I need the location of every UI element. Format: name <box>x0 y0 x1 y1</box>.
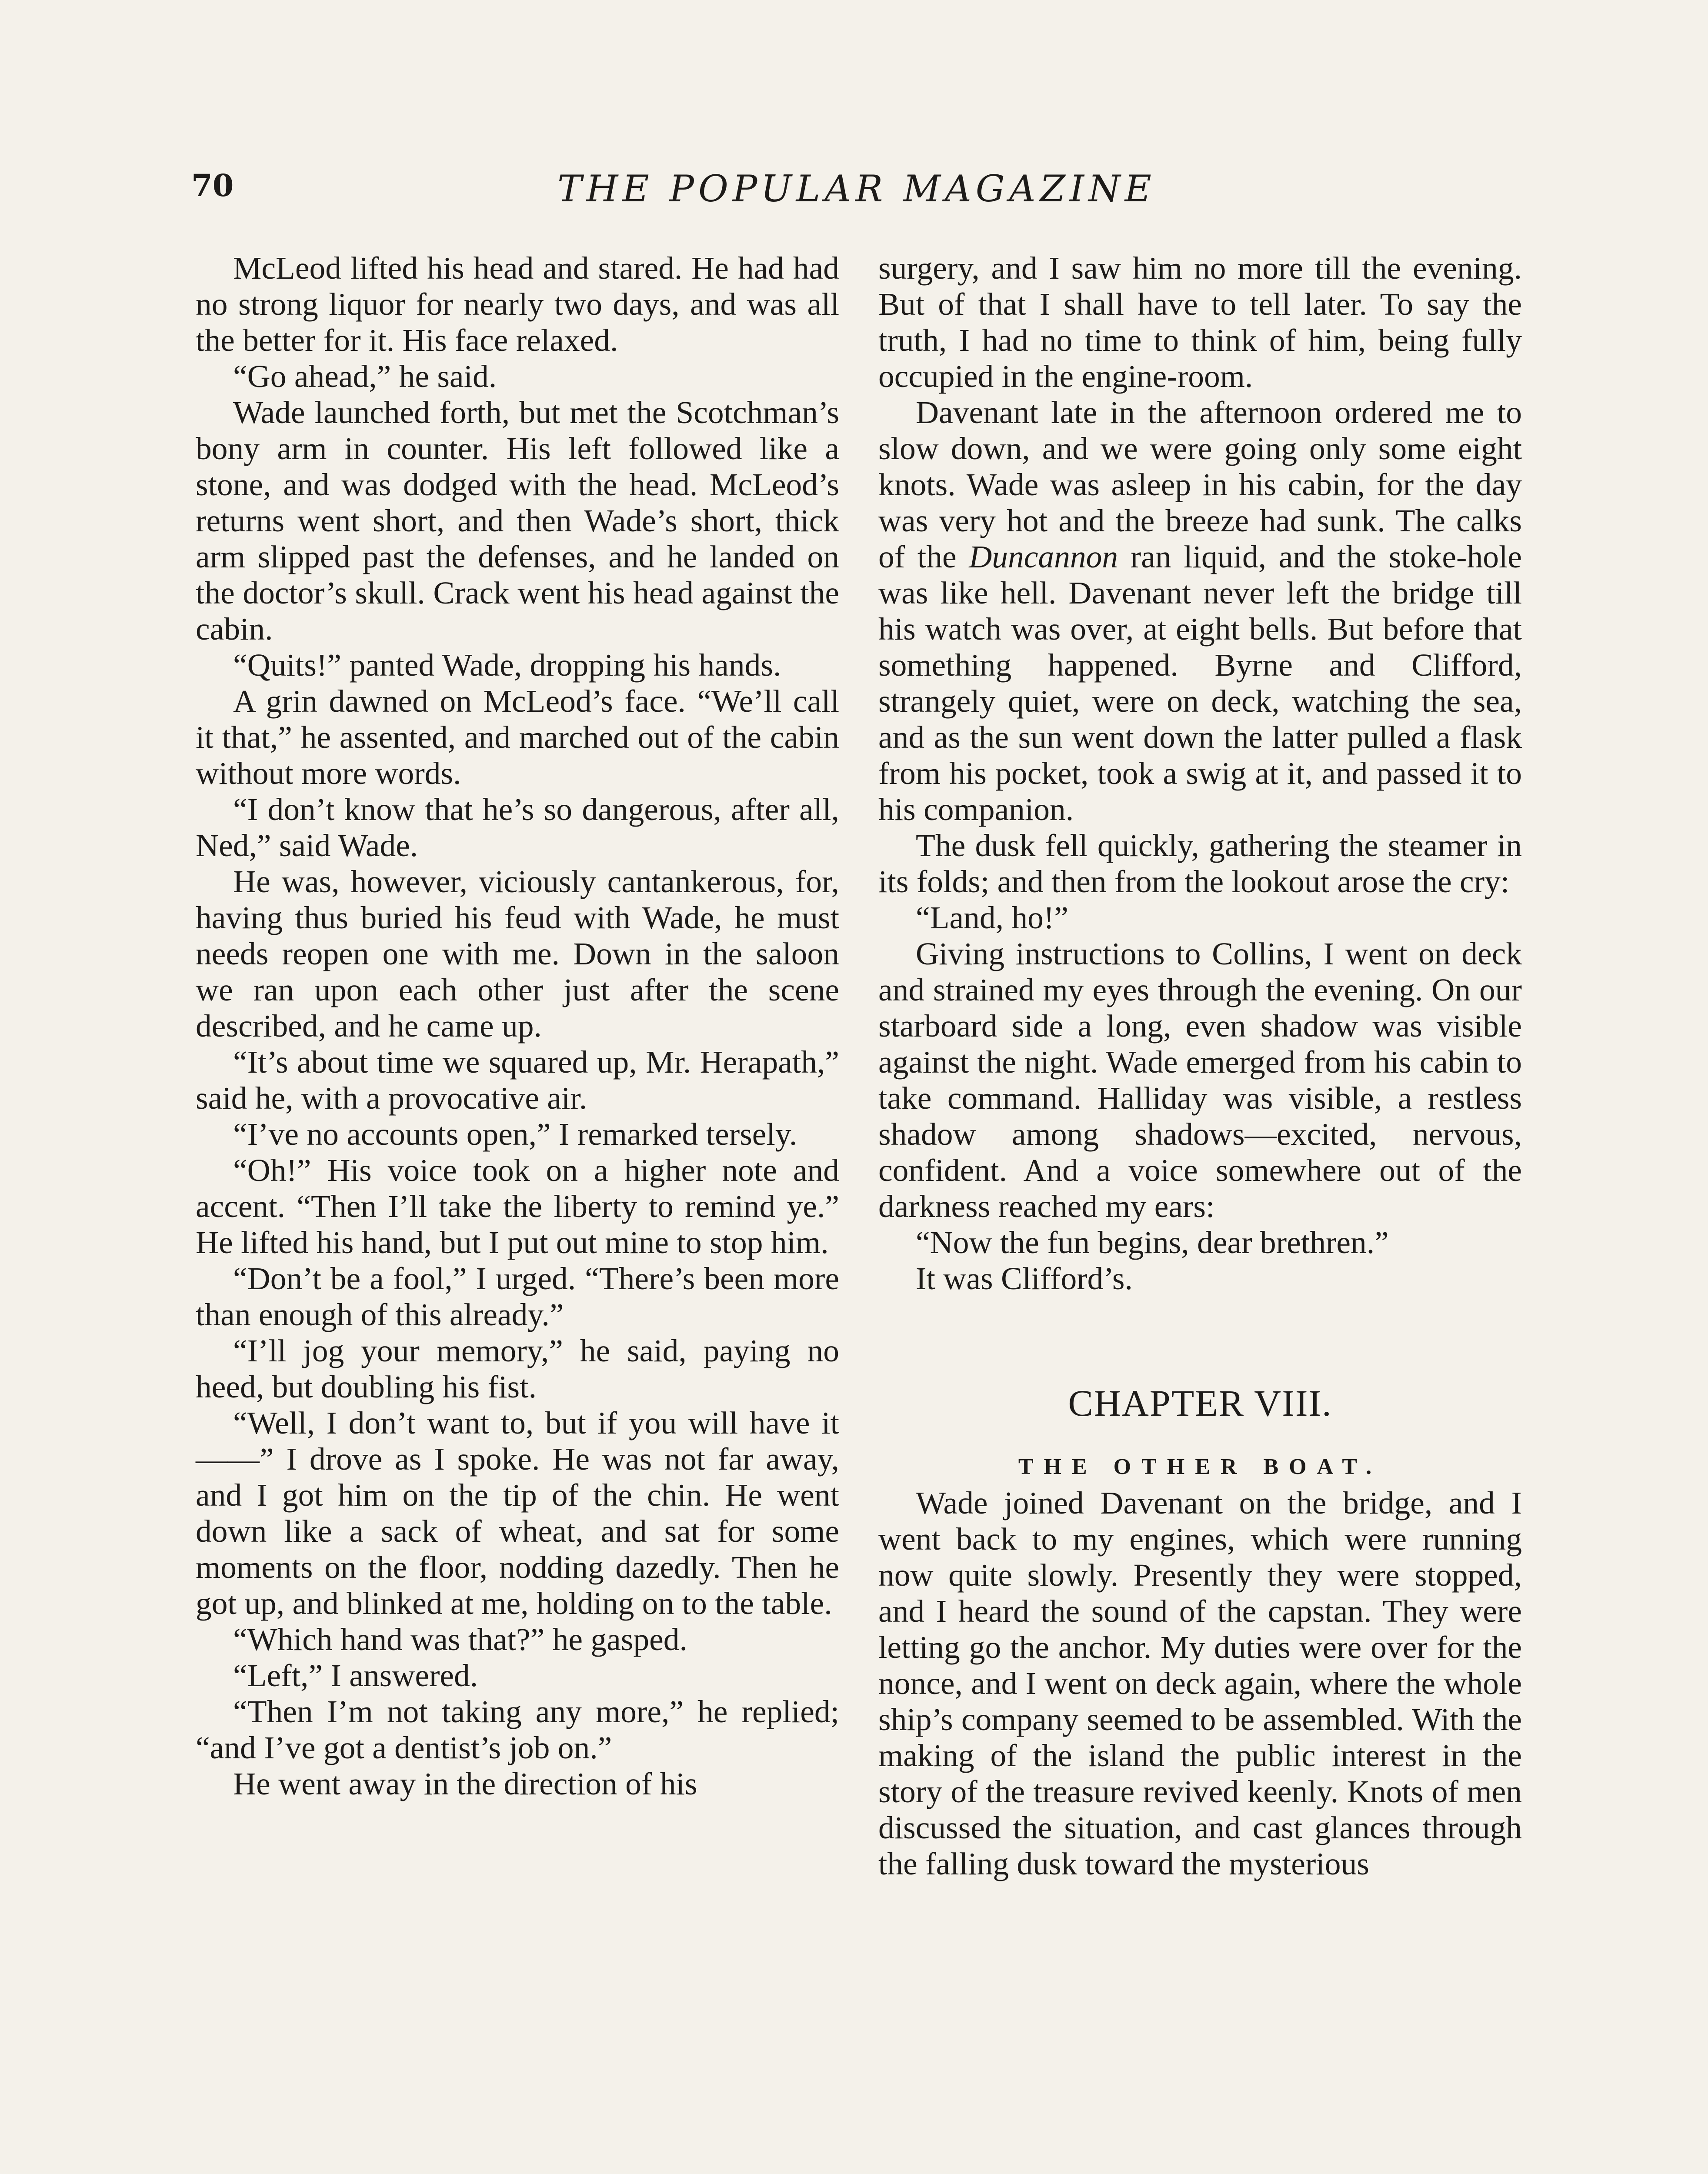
paragraph: He went away in the direction of his <box>233 1766 697 1801</box>
running-head <box>191 167 1522 220</box>
paragraph: Wade joined Davenant on the bridge, and I went back to my engines, which were running now quite slowly. Presently they were stopped, and I heard the sound of the capstan. They were letting go the anchor. My duties were over for the nonce, and I went on deck again, where the whole ship’s company seemed to be assembled. With the making of the island the public interest in the story of the treasure revived keenly. Knots of men discussed the situation, and cast glances through the falling dusk toward the mysterious <box>878 1485 1522 1881</box>
chapter-heading <box>878 1381 1522 1485</box>
paragraph: “Oh!” His voice took on a higher note and accent. “Then I’ll take the liberty to remind ye.” He lifted his hand, but I put out mine to stop him. <box>196 1153 839 1260</box>
paragraph: “Now the fun begins, dear brethren.” <box>916 1225 1389 1260</box>
paragraph: “Left,” I answered. <box>233 1658 478 1693</box>
left-column <box>196 250 839 1802</box>
right-column <box>878 250 1522 1882</box>
paragraph: The dusk fell quickly, gathering the steamer in its folds; and then from the lookout arose the cry: <box>878 828 1522 899</box>
paragraph: “It’s about time we squared up, Mr. Herapath,” said he, with a provocative air. <box>196 1044 839 1116</box>
paragraph: surgery, and I saw him no more till the evening. But of that I shall have to tell later. To say the truth, I had no time to think of him, being fully occupied in the engine-room. <box>878 250 1522 394</box>
chapter-title: CHAPTER VIII. <box>1068 1382 1332 1424</box>
paragraph: McLeod lifted his head and stared. He had had no strong liquor for nearly two days, and was all the better for it. His face relaxed. <box>196 250 839 358</box>
paragraph: “Land, ho!” <box>916 900 1068 935</box>
page-number: 70 <box>191 167 234 203</box>
paragraph: “Which hand was that?” he gasped. <box>233 1622 687 1657</box>
paragraph: Davenant late in the afternoon ordered me to slow down, and we were going only some eight knots. Wade was asleep in his cabin, for the day was very hot and the breeze had sunk. The calks of the Duncannon ran liquid, and the stoke-hole was like hell. Davenant never left the bridge till his watch was over, at eight bells. But before that something happened. Byrne and Clifford, strangely quiet, were on deck, watching the sea, and as the sun went down the latter pulled a flask from his pocket, took a swig at it, and passed it to his companion. <box>878 395 1522 827</box>
paragraph: A grin dawned on McLeod’s face. “We’ll call it that,” he assented, and marched out of the cabin without more words. <box>196 684 839 791</box>
paragraph: Wade launched forth, but met the Scotchman’s bony arm in counter. His left followed like a stone, and was dodged with the head. McLeod’s returns went short, and then Wade’s short, thick arm slipped past the defenses, and he landed on the doctor’s skull. Crack went his head against the cabin. <box>196 395 839 647</box>
paragraph: “Quits!” panted Wade, dropping his hands. <box>233 647 781 683</box>
paragraph: Giving instructions to Collins, I went on deck and strained my eyes through the evening. On our starboard side a long, even shadow was visible against the night. Wade emerged from his cabin to take command. Halliday was visible, a restless shadow among shadows—excited, nervous, confident. And a voice somewhere out of the darkness reached my ears: <box>878 936 1522 1224</box>
paragraph: “Go ahead,” he said. <box>233 359 497 394</box>
paragraph: “Well, I don’t want to, but if you will have it——” I drove as I spoke. He was not far away, and I got him on the tip of the chin. He went down like a sack of wheat, and sat for some moments on the floor, nodding dazedly. Then he got up, and blinked at me, holding on to the table. <box>196 1405 839 1621</box>
paragraph: “I don’t know that he’s so dangerous, after all, Ned,” said Wade. <box>196 792 839 863</box>
ship-name: Duncannon <box>969 539 1118 574</box>
paragraph: He was, however, viciously cantankerous, for, having thus buried his feud with Wade, he must needs reopen one with me. Down in the saloon we ran upon each other just after the scene described, and he came up. <box>196 864 839 1044</box>
paragraph: “Then I’m not taking any more,” he replied; “and I’ve got a dentist’s job on.” <box>196 1694 839 1765</box>
magazine-title: THE POPULAR MAGAZINE <box>557 167 1156 210</box>
chapter-subtitle: THE OTHER BOAT. <box>1018 1454 1382 1479</box>
paragraph: “I’ll jog your memory,” he said, paying no heed, but doubling his fist. <box>196 1333 839 1404</box>
paragraph: It was Clifford’s. <box>916 1261 1133 1296</box>
paragraph: “Don’t be a fool,” I urged. “There’s been more than enough of this already.” <box>196 1261 839 1332</box>
paragraph: “I’ve no accounts open,” I remarked tersely. <box>233 1117 797 1152</box>
